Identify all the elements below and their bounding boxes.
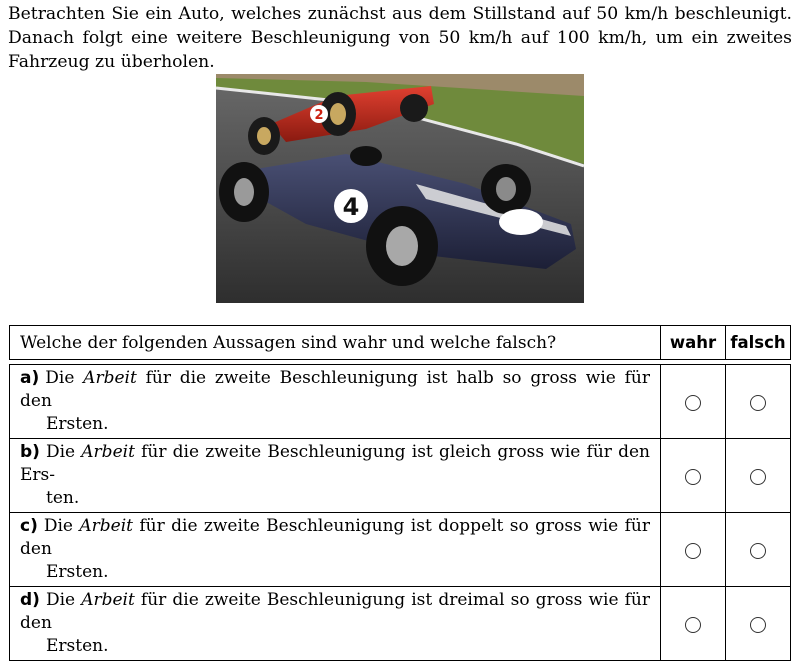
statement-c: c) Die Arbeit für die zweite Beschleunigung ist doppelt so gross wie für den Ersten. [10, 513, 661, 587]
radio-b-true[interactable] [685, 469, 701, 485]
radio-d-false[interactable] [750, 617, 766, 633]
statement-row-c [10, 513, 791, 587]
red-car-number: 2 [314, 108, 324, 123]
statement-letter: c) [20, 516, 38, 536]
term-arbeit: Arbeit [83, 368, 137, 388]
radio-c-true[interactable] [685, 543, 701, 559]
radio-d-true[interactable] [685, 617, 701, 633]
statement-row-b [10, 439, 791, 513]
statement-row-d [10, 587, 791, 661]
term-arbeit: Arbeit [81, 442, 135, 462]
radio-a-false[interactable] [750, 395, 766, 411]
blue-car-number: 4 [342, 193, 360, 221]
true-false-table [9, 325, 791, 661]
radio-a-true[interactable] [685, 395, 701, 411]
term-arbeit: Arbeit [81, 590, 135, 610]
statement-d: d) Die Arbeit für die zweite Beschleunigung ist dreimal so gross wie für den Ersten. [10, 587, 661, 661]
intro-text: Betrachten Sie ein Auto, welches zunächst aus dem Stillstand auf 50 km/h beschleunigt. Danach folgt eine weitere Beschleunigung von 50 km/h auf 100 km/h, um ein zweites Fahrzeug zu überholen. [8, 4, 792, 72]
radio-b-false[interactable] [750, 469, 766, 485]
question-header: Welche der folgenden Aussagen sind wahr und welche falsch? [10, 326, 661, 360]
statement-letter: b) [20, 442, 40, 462]
statement-a: a) Die Arbeit für die zweite Beschleunigung ist halb so gross wie für den Ersten. [10, 365, 661, 439]
term-arbeit: Arbeit [79, 516, 133, 536]
column-true-header: wahr [661, 326, 726, 360]
column-false-header: falsch [726, 326, 791, 360]
statement-b: b) Die Arbeit für die zweite Beschleunigung ist gleich gross wie für den Ers- ten. [10, 439, 661, 513]
statement-letter: a) [20, 368, 40, 388]
race-cars-image [216, 74, 584, 303]
radio-c-false[interactable] [750, 543, 766, 559]
statement-letter: d) [20, 590, 40, 610]
statement-row-a [10, 365, 791, 439]
